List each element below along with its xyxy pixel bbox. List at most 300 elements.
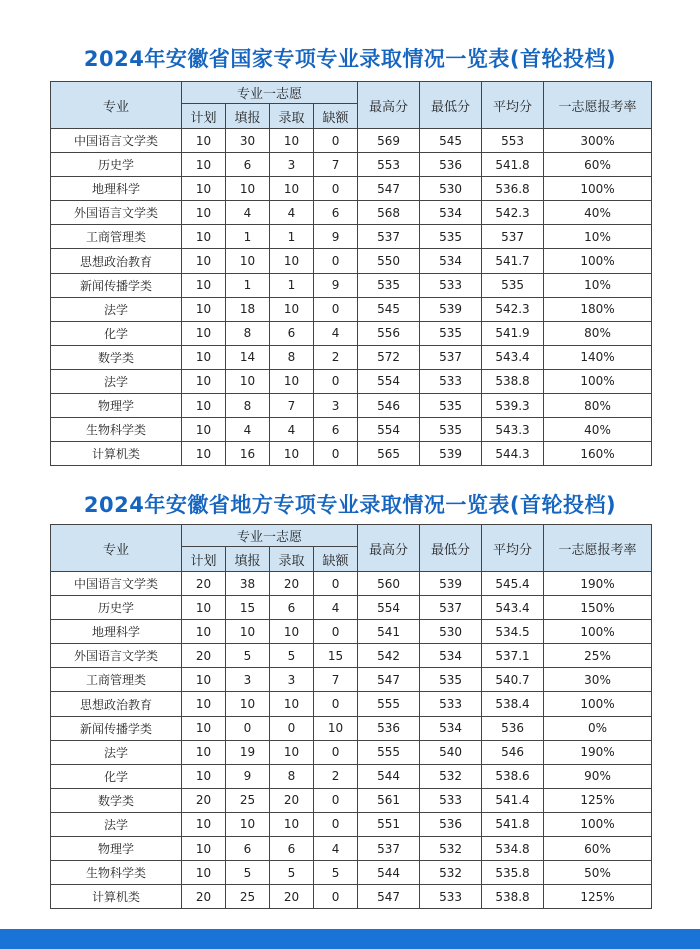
cell-shortage: 0 (314, 885, 358, 909)
cell-major: 中国语言文学类 (51, 572, 182, 596)
cell-avg-score: 538.8 (482, 885, 544, 909)
cell-max-score: 561 (358, 788, 420, 812)
cell-min-score: 534 (420, 716, 482, 740)
cell-major: 工商管理类 (51, 668, 182, 692)
table-row (51, 321, 652, 345)
cell-applied: 6 (226, 153, 270, 177)
cell-avg-score: 537.1 (482, 644, 544, 668)
cell-shortage: 4 (314, 837, 358, 861)
cell-max-score: 536 (358, 716, 420, 740)
cell-max-score: 545 (358, 297, 420, 321)
header-min-score: 最低分 (420, 82, 482, 129)
cell-applied: 0 (226, 716, 270, 740)
cell-min-score: 537 (420, 345, 482, 369)
cell-admitted: 10 (270, 692, 314, 716)
cell-admitted: 20 (270, 788, 314, 812)
cell-max-score: 572 (358, 345, 420, 369)
cell-avg-score: 542.3 (482, 201, 544, 225)
cell-avg-score: 538.4 (482, 692, 544, 716)
cell-avg-score: 543.4 (482, 596, 544, 620)
cell-ratio: 10% (544, 225, 652, 249)
cell-avg-score: 540.7 (482, 668, 544, 692)
cell-plan: 10 (182, 692, 226, 716)
table-row (51, 644, 652, 668)
cell-avg-score: 544.3 (482, 442, 544, 466)
cell-applied: 6 (226, 837, 270, 861)
cell-major: 物理学 (51, 394, 182, 418)
cell-admitted: 10 (270, 177, 314, 201)
cell-major: 物理学 (51, 837, 182, 861)
cell-min-score: 532 (420, 837, 482, 861)
cell-shortage: 7 (314, 668, 358, 692)
cell-plan: 10 (182, 201, 226, 225)
cell-plan: 10 (182, 861, 226, 885)
cell-plan: 10 (182, 345, 226, 369)
cell-min-score: 545 (420, 129, 482, 153)
cell-avg-score: 534.5 (482, 620, 544, 644)
header-shortage: 缺额 (314, 104, 358, 129)
cell-max-score: 555 (358, 740, 420, 764)
cell-major: 法学 (51, 297, 182, 321)
cell-ratio: 125% (544, 788, 652, 812)
cell-avg-score: 539.3 (482, 394, 544, 418)
cell-shortage: 0 (314, 812, 358, 836)
header-ratio: 一志愿报考率 (544, 82, 652, 129)
cell-min-score: 539 (420, 442, 482, 466)
cell-min-score: 534 (420, 201, 482, 225)
header-major: 专业 (51, 82, 182, 129)
cell-min-score: 532 (420, 861, 482, 885)
table-row (51, 394, 652, 418)
cell-min-score: 533 (420, 692, 482, 716)
header-major: 专业 (51, 525, 182, 572)
cell-ratio: 50% (544, 861, 652, 885)
cell-admitted: 6 (270, 321, 314, 345)
table-row (51, 418, 652, 442)
local-admission-table (50, 524, 652, 909)
cell-admitted: 20 (270, 885, 314, 909)
cell-plan: 20 (182, 572, 226, 596)
bottom-bar (0, 929, 700, 949)
cell-plan: 10 (182, 418, 226, 442)
header-max-score: 最高分 (358, 82, 420, 129)
cell-ratio: 100% (544, 620, 652, 644)
table-row (51, 201, 652, 225)
cell-applied: 8 (226, 394, 270, 418)
cell-plan: 20 (182, 644, 226, 668)
cell-plan: 10 (182, 620, 226, 644)
header-plan: 计划 (182, 104, 226, 129)
cell-shortage: 4 (314, 596, 358, 620)
cell-plan: 10 (182, 297, 226, 321)
cell-plan: 10 (182, 740, 226, 764)
cell-avg-score: 535 (482, 273, 544, 297)
cell-major: 计算机类 (51, 442, 182, 466)
national-admission-table (50, 81, 652, 466)
table-row (51, 620, 652, 644)
header-admitted: 录取 (270, 547, 314, 572)
cell-max-score: 544 (358, 861, 420, 885)
cell-applied: 10 (226, 369, 270, 393)
cell-admitted: 10 (270, 249, 314, 273)
cell-shortage: 4 (314, 321, 358, 345)
cell-max-score: 560 (358, 572, 420, 596)
cell-applied: 10 (226, 177, 270, 201)
cell-plan: 10 (182, 837, 226, 861)
cell-shortage: 6 (314, 418, 358, 442)
cell-applied: 14 (226, 345, 270, 369)
cell-applied: 10 (226, 692, 270, 716)
cell-max-score: 568 (358, 201, 420, 225)
cell-applied: 10 (226, 620, 270, 644)
table-row (51, 153, 652, 177)
cell-major: 外国语言文学类 (51, 644, 182, 668)
cell-applied: 4 (226, 201, 270, 225)
cell-major: 数学类 (51, 788, 182, 812)
cell-ratio: 25% (544, 644, 652, 668)
header-min-score: 最低分 (420, 525, 482, 572)
cell-max-score: 537 (358, 837, 420, 861)
table-row (51, 668, 652, 692)
table-row (51, 740, 652, 764)
cell-major: 法学 (51, 812, 182, 836)
header-first-choice: 专业一志愿 (182, 82, 358, 104)
cell-plan: 10 (182, 668, 226, 692)
cell-shortage: 3 (314, 394, 358, 418)
cell-plan: 10 (182, 764, 226, 788)
table-row (51, 297, 652, 321)
cell-max-score: 546 (358, 394, 420, 418)
cell-plan: 10 (182, 273, 226, 297)
cell-applied: 25 (226, 788, 270, 812)
cell-min-score: 539 (420, 572, 482, 596)
cell-min-score: 530 (420, 177, 482, 201)
cell-applied: 1 (226, 273, 270, 297)
header-avg-score: 平均分 (482, 82, 544, 129)
cell-admitted: 5 (270, 644, 314, 668)
cell-applied: 18 (226, 297, 270, 321)
cell-ratio: 80% (544, 321, 652, 345)
cell-shortage: 0 (314, 572, 358, 596)
cell-plan: 10 (182, 129, 226, 153)
cell-avg-score: 534.8 (482, 837, 544, 861)
cell-major: 工商管理类 (51, 225, 182, 249)
table-row (51, 692, 652, 716)
cell-applied: 19 (226, 740, 270, 764)
cell-min-score: 539 (420, 297, 482, 321)
cell-avg-score: 553 (482, 129, 544, 153)
table-row (51, 129, 652, 153)
cell-major: 新闻传播学类 (51, 273, 182, 297)
cell-avg-score: 538.8 (482, 369, 544, 393)
cell-admitted: 20 (270, 572, 314, 596)
cell-major: 中国语言文学类 (51, 129, 182, 153)
cell-min-score: 535 (420, 225, 482, 249)
cell-avg-score: 536.8 (482, 177, 544, 201)
cell-major: 数学类 (51, 345, 182, 369)
cell-plan: 10 (182, 321, 226, 345)
header-plan: 计划 (182, 547, 226, 572)
cell-admitted: 10 (270, 812, 314, 836)
cell-min-score: 534 (420, 644, 482, 668)
cell-ratio: 100% (544, 369, 652, 393)
cell-ratio: 150% (544, 596, 652, 620)
cell-major: 历史学 (51, 153, 182, 177)
cell-avg-score: 541.9 (482, 321, 544, 345)
cell-avg-score: 545.4 (482, 572, 544, 596)
cell-ratio: 30% (544, 668, 652, 692)
cell-major: 化学 (51, 764, 182, 788)
cell-applied: 3 (226, 668, 270, 692)
cell-avg-score: 541.8 (482, 812, 544, 836)
cell-max-score: 554 (358, 369, 420, 393)
cell-max-score: 569 (358, 129, 420, 153)
cell-plan: 10 (182, 442, 226, 466)
cell-plan: 10 (182, 249, 226, 273)
cell-admitted: 10 (270, 620, 314, 644)
table-row (51, 249, 652, 273)
cell-ratio: 100% (544, 692, 652, 716)
cell-major: 化学 (51, 321, 182, 345)
cell-max-score: 553 (358, 153, 420, 177)
cell-major: 生物科学类 (51, 861, 182, 885)
cell-ratio: 125% (544, 885, 652, 909)
cell-shortage: 0 (314, 369, 358, 393)
cell-max-score: 547 (358, 885, 420, 909)
cell-applied: 5 (226, 644, 270, 668)
cell-max-score: 535 (358, 273, 420, 297)
table-row (51, 716, 652, 740)
header-avg-score: 平均分 (482, 525, 544, 572)
cell-admitted: 4 (270, 418, 314, 442)
cell-admitted: 8 (270, 345, 314, 369)
cell-ratio: 100% (544, 249, 652, 273)
cell-shortage: 15 (314, 644, 358, 668)
cell-applied: 38 (226, 572, 270, 596)
cell-admitted: 10 (270, 369, 314, 393)
cell-shortage: 0 (314, 249, 358, 273)
cell-min-score: 534 (420, 249, 482, 273)
table-row (51, 764, 652, 788)
cell-min-score: 530 (420, 620, 482, 644)
cell-avg-score: 543.3 (482, 418, 544, 442)
cell-plan: 10 (182, 225, 226, 249)
cell-ratio: 40% (544, 201, 652, 225)
cell-ratio: 0% (544, 716, 652, 740)
table-body (51, 572, 652, 909)
cell-ratio: 300% (544, 129, 652, 153)
cell-major: 地理科学 (51, 177, 182, 201)
cell-shortage: 10 (314, 716, 358, 740)
cell-max-score: 541 (358, 620, 420, 644)
cell-major: 思想政治教育 (51, 249, 182, 273)
cell-plan: 10 (182, 812, 226, 836)
cell-max-score: 537 (358, 225, 420, 249)
cell-plan: 10 (182, 153, 226, 177)
cell-major: 法学 (51, 369, 182, 393)
cell-admitted: 10 (270, 740, 314, 764)
cell-shortage: 9 (314, 273, 358, 297)
cell-admitted: 10 (270, 442, 314, 466)
cell-max-score: 547 (358, 668, 420, 692)
cell-min-score: 537 (420, 596, 482, 620)
cell-admitted: 10 (270, 297, 314, 321)
cell-shortage: 0 (314, 297, 358, 321)
cell-min-score: 533 (420, 885, 482, 909)
cell-admitted: 6 (270, 596, 314, 620)
cell-applied: 30 (226, 129, 270, 153)
table-row (51, 572, 652, 596)
cell-major: 计算机类 (51, 885, 182, 909)
cell-max-score: 542 (358, 644, 420, 668)
cell-min-score: 535 (420, 321, 482, 345)
cell-admitted: 7 (270, 394, 314, 418)
cell-applied: 25 (226, 885, 270, 909)
cell-admitted: 1 (270, 273, 314, 297)
cell-applied: 10 (226, 812, 270, 836)
cell-applied: 15 (226, 596, 270, 620)
cell-avg-score: 546 (482, 740, 544, 764)
cell-applied: 4 (226, 418, 270, 442)
cell-min-score: 533 (420, 369, 482, 393)
cell-avg-score: 542.3 (482, 297, 544, 321)
cell-shortage: 5 (314, 861, 358, 885)
cell-max-score: 565 (358, 442, 420, 466)
cell-ratio: 100% (544, 812, 652, 836)
section-title-local: 2024年安徽省地方专项专业录取情况一览表(首轮投档) (83, 493, 617, 517)
cell-ratio: 60% (544, 153, 652, 177)
table-row (51, 345, 652, 369)
cell-min-score: 536 (420, 153, 482, 177)
cell-min-score: 533 (420, 788, 482, 812)
table-row (51, 788, 652, 812)
table-row (51, 442, 652, 466)
cell-avg-score: 537 (482, 225, 544, 249)
table-row (51, 812, 652, 836)
cell-avg-score: 541.4 (482, 788, 544, 812)
cell-admitted: 8 (270, 764, 314, 788)
table-row (51, 837, 652, 861)
cell-avg-score: 541.7 (482, 249, 544, 273)
cell-shortage: 7 (314, 153, 358, 177)
header-ratio: 一志愿报考率 (544, 525, 652, 572)
header-first-choice: 专业一志愿 (182, 525, 358, 547)
header-applied: 填报 (226, 547, 270, 572)
cell-major: 地理科学 (51, 620, 182, 644)
cell-plan: 10 (182, 394, 226, 418)
cell-plan: 10 (182, 177, 226, 201)
cell-admitted: 1 (270, 225, 314, 249)
cell-max-score: 547 (358, 177, 420, 201)
cell-applied: 8 (226, 321, 270, 345)
cell-admitted: 5 (270, 861, 314, 885)
table-row (51, 596, 652, 620)
cell-ratio: 100% (544, 177, 652, 201)
cell-major: 生物科学类 (51, 418, 182, 442)
table-row (51, 225, 652, 249)
table-row (51, 273, 652, 297)
cell-plan: 20 (182, 788, 226, 812)
cell-min-score: 536 (420, 812, 482, 836)
header-applied: 填报 (226, 104, 270, 129)
table-row (51, 885, 652, 909)
cell-max-score: 554 (358, 418, 420, 442)
cell-avg-score: 543.4 (482, 345, 544, 369)
cell-applied: 16 (226, 442, 270, 466)
cell-admitted: 10 (270, 129, 314, 153)
table-row (51, 861, 652, 885)
cell-admitted: 4 (270, 201, 314, 225)
cell-major: 外国语言文学类 (51, 201, 182, 225)
header-admitted: 录取 (270, 104, 314, 129)
table-body (51, 129, 652, 466)
cell-ratio: 40% (544, 418, 652, 442)
cell-max-score: 551 (358, 812, 420, 836)
cell-ratio: 140% (544, 345, 652, 369)
cell-admitted: 3 (270, 668, 314, 692)
cell-plan: 10 (182, 716, 226, 740)
table-row (51, 369, 652, 393)
cell-major: 新闻传播学类 (51, 716, 182, 740)
header-max-score: 最高分 (358, 525, 420, 572)
cell-min-score: 532 (420, 764, 482, 788)
cell-shortage: 0 (314, 129, 358, 153)
cell-ratio: 80% (544, 394, 652, 418)
cell-shortage: 0 (314, 620, 358, 644)
table-row (51, 177, 652, 201)
cell-min-score: 540 (420, 740, 482, 764)
cell-shortage: 6 (314, 201, 358, 225)
cell-max-score: 554 (358, 596, 420, 620)
cell-max-score: 550 (358, 249, 420, 273)
cell-max-score: 544 (358, 764, 420, 788)
cell-applied: 1 (226, 225, 270, 249)
cell-major: 思想政治教育 (51, 692, 182, 716)
cell-admitted: 6 (270, 837, 314, 861)
cell-admitted: 0 (270, 716, 314, 740)
cell-shortage: 0 (314, 788, 358, 812)
cell-ratio: 90% (544, 764, 652, 788)
cell-min-score: 535 (420, 394, 482, 418)
cell-major: 法学 (51, 740, 182, 764)
cell-plan: 20 (182, 885, 226, 909)
cell-shortage: 9 (314, 225, 358, 249)
cell-shortage: 0 (314, 442, 358, 466)
cell-ratio: 160% (544, 442, 652, 466)
cell-shortage: 0 (314, 692, 358, 716)
cell-shortage: 0 (314, 177, 358, 201)
cell-shortage: 0 (314, 740, 358, 764)
cell-min-score: 535 (420, 668, 482, 692)
cell-ratio: 60% (544, 837, 652, 861)
cell-avg-score: 535.8 (482, 861, 544, 885)
cell-applied: 9 (226, 764, 270, 788)
cell-ratio: 180% (544, 297, 652, 321)
section-title-national: 2024年安徽省国家专项专业录取情况一览表(首轮投档) (83, 47, 617, 71)
cell-avg-score: 536 (482, 716, 544, 740)
cell-ratio: 190% (544, 572, 652, 596)
cell-avg-score: 541.8 (482, 153, 544, 177)
cell-ratio: 190% (544, 740, 652, 764)
cell-plan: 10 (182, 596, 226, 620)
cell-plan: 10 (182, 369, 226, 393)
cell-admitted: 3 (270, 153, 314, 177)
cell-major: 历史学 (51, 596, 182, 620)
cell-shortage: 2 (314, 345, 358, 369)
cell-ratio: 10% (544, 273, 652, 297)
cell-applied: 10 (226, 249, 270, 273)
header-shortage: 缺额 (314, 547, 358, 572)
